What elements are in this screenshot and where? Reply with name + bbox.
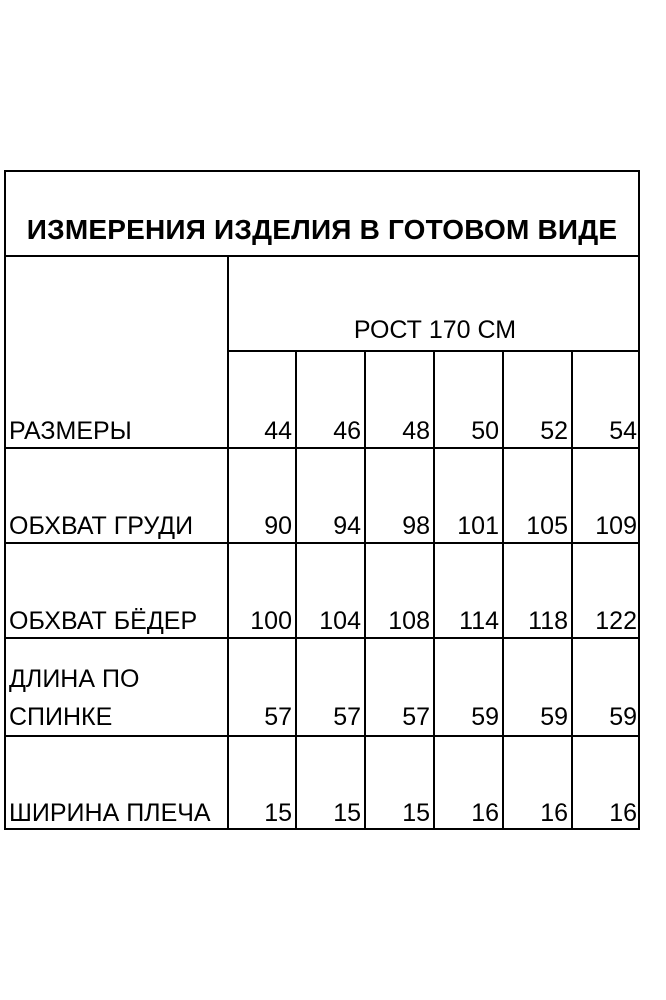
table-cell: 54 [609,417,637,445]
table-cell: 15 [402,799,430,827]
table-title: ИЗМЕРЕНИЯ ИЗДЕЛИЯ В ГОТОВОМ ВИДЕ [26,214,618,245]
table-cell: 105 [526,512,568,540]
table-cell: 16 [609,799,637,827]
table-cell: 48 [402,417,430,445]
table-cell: 59 [609,703,637,731]
table-cell: 16 [471,799,499,827]
table-cell: 57 [264,703,292,731]
row-label-hips: ОБХВАТ БЁДЕР [9,607,198,635]
table-cell: 122 [595,607,637,635]
table-cell: 101 [457,512,499,540]
table-cell: 108 [388,607,430,635]
row-label-shoulder-width: ШИРИНА ПЛЕЧА [9,799,211,827]
table-cell: 59 [540,703,568,731]
table-cell: 50 [471,417,499,445]
table-cell: 57 [333,703,361,731]
table-cell: 114 [459,607,499,635]
row-label-back-length-line2: СПИНКЕ [9,703,113,731]
table-cell: 100 [250,607,292,635]
table-cell: 104 [319,607,361,635]
table-cell: 57 [402,703,430,731]
table-cell: 59 [471,703,499,731]
row-divider [4,735,640,737]
row-label-chest: ОБХВАТ ГРУДИ [9,512,194,540]
table-cell: 16 [540,799,568,827]
table-cell: 15 [264,799,292,827]
table-cell: 90 [264,512,292,540]
table-cell: 15 [333,799,361,827]
table-cell: 109 [595,512,637,540]
table-cell: 94 [333,512,361,540]
table-cell: 98 [402,512,430,540]
table-cell: 118 [528,607,568,635]
table-cell: 52 [540,417,568,445]
row-label-back-length-line1: ДЛИНА ПО [9,665,140,693]
table-cell: 46 [333,417,361,445]
title-divider [4,255,640,257]
height-header: РОСТ 170 СМ [353,316,517,344]
table-cell: 44 [264,417,292,445]
row-label-sizes: РАЗМЕРЫ [9,417,132,445]
